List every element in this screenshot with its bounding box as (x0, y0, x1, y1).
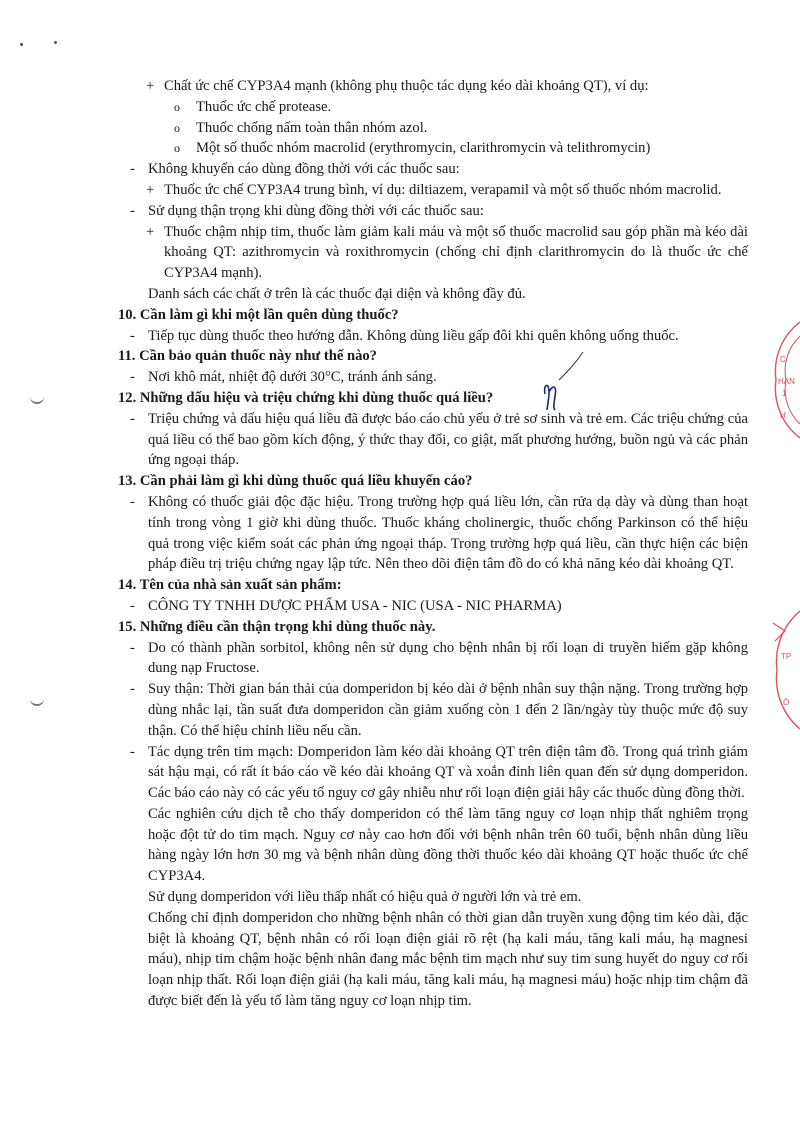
scan-speck (54, 41, 57, 44)
stamp-fragment-top (760, 320, 800, 440)
item-text: Suy thận: Thời gian bán thải của domperidon bị kéo dài ở bệnh nhân suy thận nặng. Trong trường hợp dùng nhắc lại, tần suất đưa domperidon cần giảm xuống còn 1 đến 2 lần/ngày tùy thuộc mức độ suy thận. Có thể hiệu chỉnh liều nếu cần. (148, 681, 748, 739)
plus-bullet: + (146, 181, 155, 198)
dash-bullet: - (130, 410, 135, 427)
item-text: Tiếp tục dùng thuốc theo hướng dẫn. Không dùng liều gấp đôi khi quên không uống thuốc. (148, 327, 679, 344)
item-text: 15. Những điều cần thận trọng khi dùng thuốc này. (118, 618, 436, 635)
item-text: Thuốc chậm nhịp tim, thuốc làm giảm kali máu và một số thuốc macrolid sau góp phần mà kéo dài khoảng QT: azithromycin và roxithromycin (chống chỉ định clarithromycin do là thuốc ức chế CYP3A4 mạnh). (164, 223, 748, 282)
paragraph (118, 804, 748, 887)
item-text: Chống chỉ định domperidon cho những bệnh nhân có thời gian dẫn truyền xung động tim kéo dài, đặc biệt là khoảng QT, bệnh nhân có rối loạn điện giải rõ rệt (hạ kali máu, tăng kali máu, hạ magnesi máu), nhịp tim chậm hoặc bệnh nhân đang mắc bệnh tim mạch như suy tim sung huyết do nguy cơ rối loạn nhịp thất. Rối loạn điện giải (hạ kali máu, tăng kali máu, hạ magnesi máu) hoặc nhịp tim chậm đã được biết đến là yếu tố làm tăng nguy cơ loạn nhịp tim. (148, 909, 748, 1010)
item-text: Thuốc chống nấm toàn thân nhóm azol. (196, 119, 428, 136)
item-text: Nơi khô mát, nhiệt độ dưới 30°C, tránh ánh sáng. (148, 369, 437, 386)
item-text: Thuốc ức chế protease. (196, 98, 332, 115)
section-heading (118, 305, 748, 326)
section-heading (118, 388, 748, 409)
svg-text:Ö: Ö (783, 698, 790, 707)
item-text: Triệu chứng và dấu hiệu quá liều đã được báo cáo chủ yếu ở trẻ sơ sinh và trẻ em. Các triệu chứng của quá liều có thể bao gồm kích động, ý thức thay đổi, co giật, mất phương hướng, buồn ngủ và các phản ứng ngoại tháp. (148, 410, 748, 469)
binder-hole-mark (30, 694, 44, 706)
plus-bullet: + (146, 223, 155, 240)
svg-text:1: 1 (782, 389, 787, 398)
list-item (118, 222, 748, 284)
section-heading (118, 575, 748, 596)
binder-hole-mark (30, 392, 44, 404)
svg-text:C: C (780, 355, 786, 364)
list-item (118, 201, 748, 222)
item-text: Chất ức chế CYP3A4 mạnh (không phụ thuộc tác dụng kéo dài khoảng QT), ví dụ: (164, 78, 649, 94)
item-text: Không khuyến cáo dùng đồng thời với các thuốc sau: (148, 161, 460, 178)
item-text: Sử dụng thận trọng khi dùng đồng thời với các thuốc sau: (148, 202, 484, 219)
section-heading (118, 346, 748, 367)
dash-bullet: - (130, 369, 135, 386)
list-item (118, 138, 748, 159)
dash-bullet: - (130, 681, 135, 698)
list-item (118, 76, 748, 97)
plus-bullet: + (146, 78, 155, 94)
stamp-fragment-bottom (765, 605, 800, 735)
dash-bullet: - (130, 743, 135, 760)
list-item (118, 492, 748, 575)
dash-bullet: - (130, 202, 135, 219)
item-text: Một số thuốc nhóm macrolid (erythromycin, clarithromycin và telithromycin) (196, 140, 651, 157)
list-item (118, 742, 748, 804)
item-text: Không có thuốc giải độc đặc hiệu. Trong trường hợp quá liều lớn, cần rửa dạ dày và dùng than hoạt tính trong vòng 1 giờ khi dùng thuốc. Thuốc kháng cholinergic, thuốc chống Parkinson có thể hiệu quả trong việc kiểm soát các phản ứng ngoại tháp. Trong trường hợp quá liều, cần thực hiện các biện pháp điều trị triệu chứng ngay lập tức. Nên theo dõi điện tâm đồ do có khả năng kéo dài khoảng QT. (148, 493, 748, 573)
dash-bullet: - (130, 327, 135, 344)
item-text: Sử dụng domperidon với liều thấp nhất có hiệu quả ở người lớn và trẻ em. (148, 889, 582, 906)
list-item (118, 409, 748, 471)
section-heading (118, 471, 748, 492)
document-body (118, 76, 748, 1012)
dash-bullet: - (130, 639, 135, 656)
item-text: CÔNG TY TNHH DƯỢC PHẨM USA - NIC (USA - NIC PHARMA) (148, 597, 562, 614)
circle-bullet: o (174, 141, 180, 156)
dash-bullet: - (130, 493, 135, 510)
dash-bullet: - (130, 597, 135, 614)
list-item (118, 596, 748, 617)
dash-bullet: - (130, 161, 135, 178)
circle-bullet: o (174, 99, 180, 114)
item-text: Danh sách các chất ở trên là các thuốc đại diện và không đầy đủ. (148, 285, 526, 302)
list-item (118, 638, 748, 680)
list-item (118, 180, 748, 201)
item-text: Các nghiên cứu dịch tễ cho thấy domperidon có thể làm tăng nguy cơ loạn nhịp thất nghiêm trọng hoặc đột tử do tim mạch. Nguy cơ này cao hơn đối với bệnh nhân trên 60 tuổi, bệnh nhân dùng liều hàng ngày lớn hơn 30 mg và bệnh nhân dùng đồng thời thuốc kéo dài khoảng QT hoặc thuốc ức chế CYP3A4. (148, 805, 748, 885)
section-heading (118, 617, 748, 638)
list-item (118, 97, 748, 118)
item-text: Thuốc ức chế CYP3A4 trung bình, ví dụ: diltiazem, verapamil và một số thuốc nhóm macrolid. (164, 181, 722, 198)
scan-speck (20, 43, 23, 46)
circle-bullet: o (174, 120, 180, 135)
item-text: 13. Cần phải làm gì khi dùng thuốc quá liều khuyến cáo? (118, 473, 473, 490)
stamp-bottom-text: TP (781, 652, 792, 661)
item-text: 12. Những dấu hiệu và triệu chứng khi dùng thuốc quá liều? (118, 389, 494, 406)
paragraph (118, 908, 748, 1012)
list-item (118, 367, 748, 388)
item-text: Do có thành phần sorbitol, không nên sử dụng cho bệnh nhân bị rối loạn di truyền hiếm gặp không dung nạp Fructose. (148, 639, 748, 677)
item-text: 11. Cần bảo quản thuốc này như thế nào? (118, 348, 377, 365)
list-item (118, 159, 748, 180)
paragraph (118, 284, 748, 305)
svg-text:H: H (780, 411, 786, 420)
paragraph (118, 887, 748, 908)
list-item (118, 679, 748, 741)
list-item (118, 326, 748, 347)
item-text: 10. Cần làm gì khi một lần quên dùng thuốc? (118, 306, 399, 323)
list-item (118, 118, 748, 139)
stamp-top-text: HẠN (778, 377, 795, 386)
item-text: Tác dụng trên tim mạch: Domperidon làm kéo dài khoảng QT trên điện tâm đồ. Trong quá trình giám sát hậu mại, có rất ít báo cáo về kéo dài khoảng QT và xoắn đỉnh liên quan đến sử dụng domperidon. Các báo cáo này có các yếu tố nguy cơ gây nhiễu như rối loạn điện giải hây các thuốc dùng đồng thời. (148, 743, 748, 802)
item-text: 14. Tên của nhà sản xuất sản phẩm: (118, 577, 342, 594)
